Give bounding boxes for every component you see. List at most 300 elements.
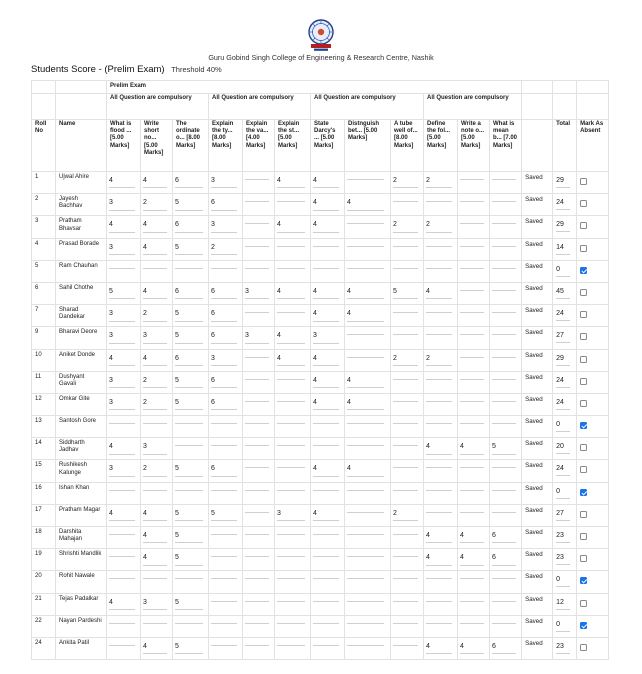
score-input[interactable]: 5 bbox=[173, 504, 209, 526]
score-input[interactable] bbox=[458, 615, 490, 637]
score-input[interactable] bbox=[275, 438, 311, 460]
mark-absent-checkbox[interactable] bbox=[580, 466, 587, 473]
score-input[interactable] bbox=[311, 260, 345, 282]
score-input[interactable]: 4 bbox=[141, 172, 173, 194]
score-input[interactable] bbox=[345, 504, 391, 526]
score-input[interactable] bbox=[107, 416, 141, 438]
score-input[interactable] bbox=[209, 593, 243, 615]
score-input[interactable] bbox=[173, 615, 209, 637]
score-input[interactable] bbox=[243, 504, 275, 526]
score-input[interactable]: 4 bbox=[311, 216, 345, 238]
score-input[interactable]: 2 bbox=[141, 393, 173, 415]
score-input[interactable] bbox=[275, 549, 311, 571]
score-input[interactable] bbox=[345, 260, 391, 282]
score-input[interactable] bbox=[424, 238, 458, 260]
score-input[interactable] bbox=[391, 327, 424, 349]
score-input[interactable] bbox=[391, 615, 424, 637]
score-input[interactable]: 4 bbox=[311, 460, 345, 482]
score-input[interactable] bbox=[345, 349, 391, 371]
score-input[interactable]: 3 bbox=[209, 349, 243, 371]
score-input[interactable] bbox=[243, 637, 275, 659]
score-input[interactable]: 4 bbox=[345, 282, 391, 304]
score-input[interactable] bbox=[391, 593, 424, 615]
score-input[interactable]: 4 bbox=[458, 527, 490, 549]
score-input[interactable] bbox=[490, 393, 522, 415]
mark-absent-checkbox[interactable] bbox=[580, 267, 587, 274]
score-input[interactable]: 5 bbox=[173, 238, 209, 260]
score-input[interactable]: 4 bbox=[141, 527, 173, 549]
score-input[interactable] bbox=[311, 571, 345, 593]
score-input[interactable] bbox=[345, 593, 391, 615]
score-input[interactable] bbox=[345, 482, 391, 504]
score-input[interactable] bbox=[490, 238, 522, 260]
score-input[interactable] bbox=[243, 416, 275, 438]
score-input[interactable]: 4 bbox=[424, 438, 458, 460]
score-input[interactable] bbox=[243, 460, 275, 482]
score-input[interactable] bbox=[345, 615, 391, 637]
score-input[interactable]: 4 bbox=[345, 194, 391, 216]
score-input[interactable]: 4 bbox=[107, 593, 141, 615]
score-input[interactable] bbox=[424, 371, 458, 393]
score-input[interactable] bbox=[311, 593, 345, 615]
score-input[interactable] bbox=[243, 393, 275, 415]
score-input[interactable]: 4 bbox=[107, 438, 141, 460]
score-input[interactable]: 6 bbox=[173, 349, 209, 371]
score-input[interactable]: 4 bbox=[311, 504, 345, 526]
score-input[interactable]: 4 bbox=[107, 504, 141, 526]
score-input[interactable]: 2 bbox=[424, 216, 458, 238]
mark-absent-checkbox[interactable] bbox=[580, 622, 587, 629]
score-input[interactable]: 6 bbox=[173, 172, 209, 194]
mark-absent-checkbox[interactable] bbox=[580, 400, 587, 407]
score-input[interactable]: 4 bbox=[141, 282, 173, 304]
score-input[interactable] bbox=[107, 571, 141, 593]
absent-cell bbox=[577, 349, 609, 371]
score-input[interactable] bbox=[209, 571, 243, 593]
score-input[interactable] bbox=[391, 194, 424, 216]
score-input[interactable] bbox=[458, 260, 490, 282]
score-input[interactable]: 3 bbox=[107, 238, 141, 260]
score-input[interactable]: 4 bbox=[345, 460, 391, 482]
score-input[interactable] bbox=[345, 527, 391, 549]
score-input[interactable] bbox=[345, 216, 391, 238]
score-input[interactable] bbox=[391, 260, 424, 282]
score-input[interactable]: 4 bbox=[311, 393, 345, 415]
mark-absent-checkbox[interactable] bbox=[580, 378, 587, 385]
score-input[interactable]: 6 bbox=[209, 327, 243, 349]
score-input[interactable] bbox=[490, 260, 522, 282]
score-input[interactable]: 5 bbox=[107, 282, 141, 304]
score-input[interactable] bbox=[490, 194, 522, 216]
score-input[interactable]: 5 bbox=[173, 393, 209, 415]
score-input[interactable]: 2 bbox=[141, 194, 173, 216]
score-input[interactable]: 4 bbox=[275, 172, 311, 194]
score-input[interactable] bbox=[243, 615, 275, 637]
student-name-cell: Ishan Khan bbox=[56, 482, 107, 504]
score-input[interactable] bbox=[107, 549, 141, 571]
score-input[interactable] bbox=[458, 504, 490, 526]
mark-absent-checkbox[interactable] bbox=[580, 555, 587, 562]
score-input[interactable] bbox=[209, 615, 243, 637]
score-input[interactable] bbox=[243, 172, 275, 194]
score-input[interactable]: 5 bbox=[391, 282, 424, 304]
score-input[interactable] bbox=[424, 416, 458, 438]
score-input[interactable]: 3 bbox=[107, 305, 141, 327]
score-input[interactable] bbox=[275, 593, 311, 615]
score-input[interactable] bbox=[311, 637, 345, 659]
score-input[interactable] bbox=[275, 637, 311, 659]
score-input[interactable]: 2 bbox=[391, 504, 424, 526]
score-input[interactable] bbox=[458, 349, 490, 371]
score-input[interactable] bbox=[173, 482, 209, 504]
mark-absent-checkbox[interactable] bbox=[580, 511, 587, 518]
score-input[interactable] bbox=[391, 549, 424, 571]
score-input[interactable]: 3 bbox=[141, 593, 173, 615]
score-input[interactable] bbox=[490, 282, 522, 304]
score-input[interactable]: 3 bbox=[141, 327, 173, 349]
score-input[interactable] bbox=[391, 571, 424, 593]
score-input[interactable] bbox=[243, 216, 275, 238]
score-input[interactable]: 4 bbox=[311, 305, 345, 327]
total-cell bbox=[553, 416, 577, 438]
score-input[interactable] bbox=[345, 438, 391, 460]
score-input[interactable] bbox=[424, 615, 458, 637]
score-input[interactable] bbox=[490, 216, 522, 238]
score-input[interactable] bbox=[490, 593, 522, 615]
score-input[interactable] bbox=[209, 260, 243, 282]
score-input[interactable] bbox=[391, 371, 424, 393]
total-field: 0 bbox=[556, 621, 570, 632]
header-spacer bbox=[32, 81, 56, 94]
score-input[interactable]: 5 bbox=[173, 527, 209, 549]
score-input[interactable]: 4 bbox=[424, 637, 458, 659]
score-input[interactable]: 4 bbox=[107, 349, 141, 371]
score-input[interactable] bbox=[209, 637, 243, 659]
score-input[interactable] bbox=[490, 416, 522, 438]
score-input[interactable] bbox=[490, 571, 522, 593]
score-input[interactable]: 6 bbox=[490, 637, 522, 659]
score-input[interactable]: 4 bbox=[424, 549, 458, 571]
score-input[interactable]: 3 bbox=[209, 172, 243, 194]
score-input[interactable] bbox=[243, 238, 275, 260]
score-input[interactable]: 4 bbox=[458, 438, 490, 460]
score-input[interactable] bbox=[490, 305, 522, 327]
score-input[interactable]: 6 bbox=[209, 460, 243, 482]
score-input[interactable] bbox=[424, 482, 458, 504]
mark-absent-checkbox[interactable] bbox=[580, 222, 587, 229]
score-input[interactable] bbox=[311, 482, 345, 504]
score-input[interactable] bbox=[173, 260, 209, 282]
score-input[interactable]: 5 bbox=[173, 305, 209, 327]
score-input[interactable]: 5 bbox=[173, 194, 209, 216]
score-input[interactable]: 2 bbox=[391, 216, 424, 238]
score-input[interactable] bbox=[458, 172, 490, 194]
score-input[interactable] bbox=[141, 416, 173, 438]
score-input[interactable]: 3 bbox=[243, 282, 275, 304]
student-name-cell: Ram Chauhan bbox=[56, 260, 107, 282]
total-field: 14 bbox=[556, 244, 570, 255]
score-input[interactable]: 6 bbox=[209, 305, 243, 327]
score-input[interactable]: 3 bbox=[209, 216, 243, 238]
score-input[interactable] bbox=[173, 438, 209, 460]
score-input[interactable] bbox=[243, 305, 275, 327]
score-input[interactable]: 3 bbox=[141, 438, 173, 460]
score-input[interactable]: 2 bbox=[391, 349, 424, 371]
mark-absent-checkbox[interactable] bbox=[580, 422, 587, 429]
score-input[interactable]: 4 bbox=[141, 216, 173, 238]
score-input[interactable] bbox=[275, 482, 311, 504]
score-input[interactable] bbox=[458, 460, 490, 482]
score-input[interactable] bbox=[209, 527, 243, 549]
score-input[interactable] bbox=[458, 238, 490, 260]
score-input[interactable]: 4 bbox=[275, 216, 311, 238]
score-input[interactable] bbox=[345, 571, 391, 593]
score-input[interactable] bbox=[107, 260, 141, 282]
score-input[interactable] bbox=[490, 371, 522, 393]
score-input[interactable] bbox=[243, 593, 275, 615]
score-input[interactable]: 5 bbox=[173, 371, 209, 393]
score-input[interactable] bbox=[490, 504, 522, 526]
score-input[interactable]: 4 bbox=[424, 527, 458, 549]
score-input[interactable] bbox=[141, 615, 173, 637]
score-input[interactable] bbox=[243, 438, 275, 460]
score-input[interactable] bbox=[391, 416, 424, 438]
score-input[interactable] bbox=[209, 416, 243, 438]
score-input[interactable] bbox=[107, 482, 141, 504]
score-input[interactable] bbox=[275, 305, 311, 327]
score-input[interactable] bbox=[311, 238, 345, 260]
score-input[interactable] bbox=[275, 238, 311, 260]
score-input[interactable]: 2 bbox=[391, 172, 424, 194]
score-input[interactable] bbox=[458, 282, 490, 304]
score-input[interactable]: 2 bbox=[424, 349, 458, 371]
score-input[interactable]: 6 bbox=[173, 216, 209, 238]
total-field: 45 bbox=[556, 288, 570, 299]
score-input[interactable] bbox=[345, 416, 391, 438]
score-input[interactable] bbox=[345, 327, 391, 349]
score-input[interactable] bbox=[391, 482, 424, 504]
score-input[interactable] bbox=[424, 593, 458, 615]
score-input[interactable]: 5 bbox=[173, 637, 209, 659]
score-input[interactable] bbox=[458, 482, 490, 504]
mark-absent-checkbox[interactable] bbox=[580, 245, 587, 252]
mark-absent-checkbox[interactable] bbox=[580, 311, 587, 318]
score-input[interactable] bbox=[424, 460, 458, 482]
mark-absent-checkbox[interactable] bbox=[580, 356, 587, 363]
score-input[interactable]: 3 bbox=[107, 327, 141, 349]
score-input[interactable]: 4 bbox=[345, 305, 391, 327]
score-input[interactable]: 4 bbox=[141, 637, 173, 659]
score-input[interactable]: 3 bbox=[275, 504, 311, 526]
score-input[interactable] bbox=[275, 260, 311, 282]
score-input[interactable]: 2 bbox=[141, 305, 173, 327]
score-input[interactable] bbox=[458, 194, 490, 216]
score-input[interactable]: 3 bbox=[311, 327, 345, 349]
score-input[interactable] bbox=[391, 393, 424, 415]
score-input[interactable] bbox=[209, 482, 243, 504]
table-row bbox=[32, 460, 609, 482]
score-input[interactable]: 4 bbox=[107, 216, 141, 238]
score-input[interactable] bbox=[424, 393, 458, 415]
score-input[interactable] bbox=[458, 327, 490, 349]
score-input[interactable] bbox=[490, 349, 522, 371]
score-input[interactable] bbox=[391, 238, 424, 260]
score-input[interactable]: 4 bbox=[458, 637, 490, 659]
score-input[interactable] bbox=[275, 571, 311, 593]
score-input[interactable]: 4 bbox=[141, 549, 173, 571]
score-input[interactable]: 4 bbox=[345, 371, 391, 393]
score-input[interactable] bbox=[345, 238, 391, 260]
mark-absent-checkbox[interactable] bbox=[580, 600, 587, 607]
score-input[interactable]: 2 bbox=[209, 238, 243, 260]
score-input[interactable] bbox=[391, 637, 424, 659]
score-input[interactable]: 4 bbox=[275, 349, 311, 371]
score-input[interactable] bbox=[243, 527, 275, 549]
score-input[interactable] bbox=[141, 482, 173, 504]
score-input[interactable]: 4 bbox=[311, 194, 345, 216]
mark-absent-checkbox[interactable] bbox=[580, 444, 587, 451]
score-input[interactable] bbox=[209, 549, 243, 571]
score-input[interactable] bbox=[311, 527, 345, 549]
total-cell bbox=[553, 172, 577, 194]
score-input[interactable]: 6 bbox=[173, 282, 209, 304]
score-input[interactable] bbox=[107, 615, 141, 637]
score-input[interactable] bbox=[490, 482, 522, 504]
score-input[interactable] bbox=[424, 260, 458, 282]
score-input[interactable] bbox=[458, 593, 490, 615]
score-input[interactable]: 5 bbox=[209, 504, 243, 526]
score-input[interactable] bbox=[490, 327, 522, 349]
score-input[interactable] bbox=[275, 527, 311, 549]
score-input[interactable] bbox=[424, 504, 458, 526]
score-input[interactable]: 5 bbox=[173, 327, 209, 349]
score-input[interactable] bbox=[458, 571, 490, 593]
mark-absent-checkbox[interactable] bbox=[580, 644, 587, 651]
score-input[interactable] bbox=[424, 305, 458, 327]
score-input[interactable]: 6 bbox=[490, 549, 522, 571]
score-input[interactable]: 6 bbox=[209, 371, 243, 393]
score-input[interactable] bbox=[173, 571, 209, 593]
score-input[interactable]: 4 bbox=[345, 393, 391, 415]
score-input[interactable] bbox=[311, 549, 345, 571]
score-input[interactable] bbox=[275, 194, 311, 216]
score-input[interactable] bbox=[275, 393, 311, 415]
score-input[interactable]: 3 bbox=[107, 371, 141, 393]
score-input[interactable] bbox=[391, 438, 424, 460]
score-input[interactable]: 4 bbox=[311, 282, 345, 304]
score-input[interactable]: 3 bbox=[107, 460, 141, 482]
score-input[interactable] bbox=[275, 371, 311, 393]
score-input[interactable] bbox=[243, 349, 275, 371]
score-input[interactable]: 6 bbox=[490, 527, 522, 549]
score-input[interactable] bbox=[275, 615, 311, 637]
score-input[interactable] bbox=[243, 549, 275, 571]
score-input[interactable]: 4 bbox=[311, 371, 345, 393]
header-spacer bbox=[577, 81, 609, 94]
score-input[interactable]: 5 bbox=[173, 593, 209, 615]
score-input[interactable] bbox=[107, 637, 141, 659]
score-input[interactable] bbox=[345, 172, 391, 194]
score-input[interactable] bbox=[243, 371, 275, 393]
score-input[interactable] bbox=[458, 305, 490, 327]
score-input[interactable]: 4 bbox=[311, 172, 345, 194]
mark-absent-checkbox[interactable] bbox=[580, 289, 587, 296]
score-input[interactable] bbox=[458, 371, 490, 393]
score-input[interactable] bbox=[243, 194, 275, 216]
mark-absent-checkbox[interactable] bbox=[580, 200, 587, 207]
score-input[interactable] bbox=[490, 172, 522, 194]
score-input[interactable] bbox=[173, 416, 209, 438]
score-input[interactable] bbox=[311, 416, 345, 438]
score-input[interactable] bbox=[107, 527, 141, 549]
score-input[interactable]: 3 bbox=[243, 327, 275, 349]
score-input[interactable]: 4 bbox=[311, 349, 345, 371]
score-input[interactable] bbox=[424, 571, 458, 593]
absent-cell bbox=[577, 438, 609, 460]
score-input[interactable] bbox=[243, 571, 275, 593]
score-input[interactable] bbox=[490, 615, 522, 637]
score-input[interactable] bbox=[424, 327, 458, 349]
score-input[interactable]: 6 bbox=[209, 393, 243, 415]
score-input[interactable]: 4 bbox=[141, 349, 173, 371]
mark-absent-checkbox[interactable] bbox=[580, 489, 587, 496]
score-input[interactable]: 4 bbox=[141, 504, 173, 526]
score-input[interactable]: 2 bbox=[424, 172, 458, 194]
score-input[interactable]: 4 bbox=[424, 282, 458, 304]
score-input[interactable] bbox=[424, 194, 458, 216]
mark-absent-checkbox[interactable] bbox=[580, 178, 587, 185]
score-input[interactable] bbox=[345, 637, 391, 659]
score-input[interactable] bbox=[275, 460, 311, 482]
score-input[interactable]: 4 bbox=[275, 282, 311, 304]
score-input[interactable]: 5 bbox=[173, 460, 209, 482]
score-input[interactable] bbox=[311, 438, 345, 460]
mark-absent-checkbox[interactable] bbox=[580, 333, 587, 340]
score-input[interactable] bbox=[141, 260, 173, 282]
score-input[interactable]: 2 bbox=[141, 460, 173, 482]
score-input[interactable]: 5 bbox=[173, 549, 209, 571]
saved-status: Saved bbox=[522, 416, 553, 438]
score-input[interactable] bbox=[275, 416, 311, 438]
score-input[interactable] bbox=[141, 571, 173, 593]
score-input[interactable] bbox=[490, 460, 522, 482]
score-input[interactable]: 5 bbox=[490, 438, 522, 460]
score-input[interactable] bbox=[243, 482, 275, 504]
score-input[interactable]: 6 bbox=[209, 194, 243, 216]
mark-absent-checkbox[interactable] bbox=[580, 533, 587, 540]
score-input[interactable]: 4 bbox=[141, 238, 173, 260]
score-input[interactable] bbox=[391, 305, 424, 327]
score-input[interactable] bbox=[391, 527, 424, 549]
score-input[interactable] bbox=[209, 438, 243, 460]
score-input[interactable]: 6 bbox=[209, 282, 243, 304]
score-input[interactable] bbox=[345, 549, 391, 571]
score-input[interactable] bbox=[458, 216, 490, 238]
score-input[interactable] bbox=[243, 260, 275, 282]
score-input[interactable] bbox=[458, 416, 490, 438]
score-input[interactable]: 4 bbox=[107, 172, 141, 194]
score-input[interactable]: 4 bbox=[275, 327, 311, 349]
score-input[interactable] bbox=[458, 393, 490, 415]
score-input[interactable]: 4 bbox=[458, 549, 490, 571]
score-input[interactable]: 2 bbox=[141, 371, 173, 393]
mark-absent-checkbox[interactable] bbox=[580, 577, 587, 584]
score-input[interactable]: 3 bbox=[107, 194, 141, 216]
score-input[interactable]: 3 bbox=[107, 393, 141, 415]
score-input[interactable] bbox=[311, 615, 345, 637]
score-input[interactable] bbox=[391, 460, 424, 482]
roll-no-cell: 4 bbox=[32, 238, 56, 260]
